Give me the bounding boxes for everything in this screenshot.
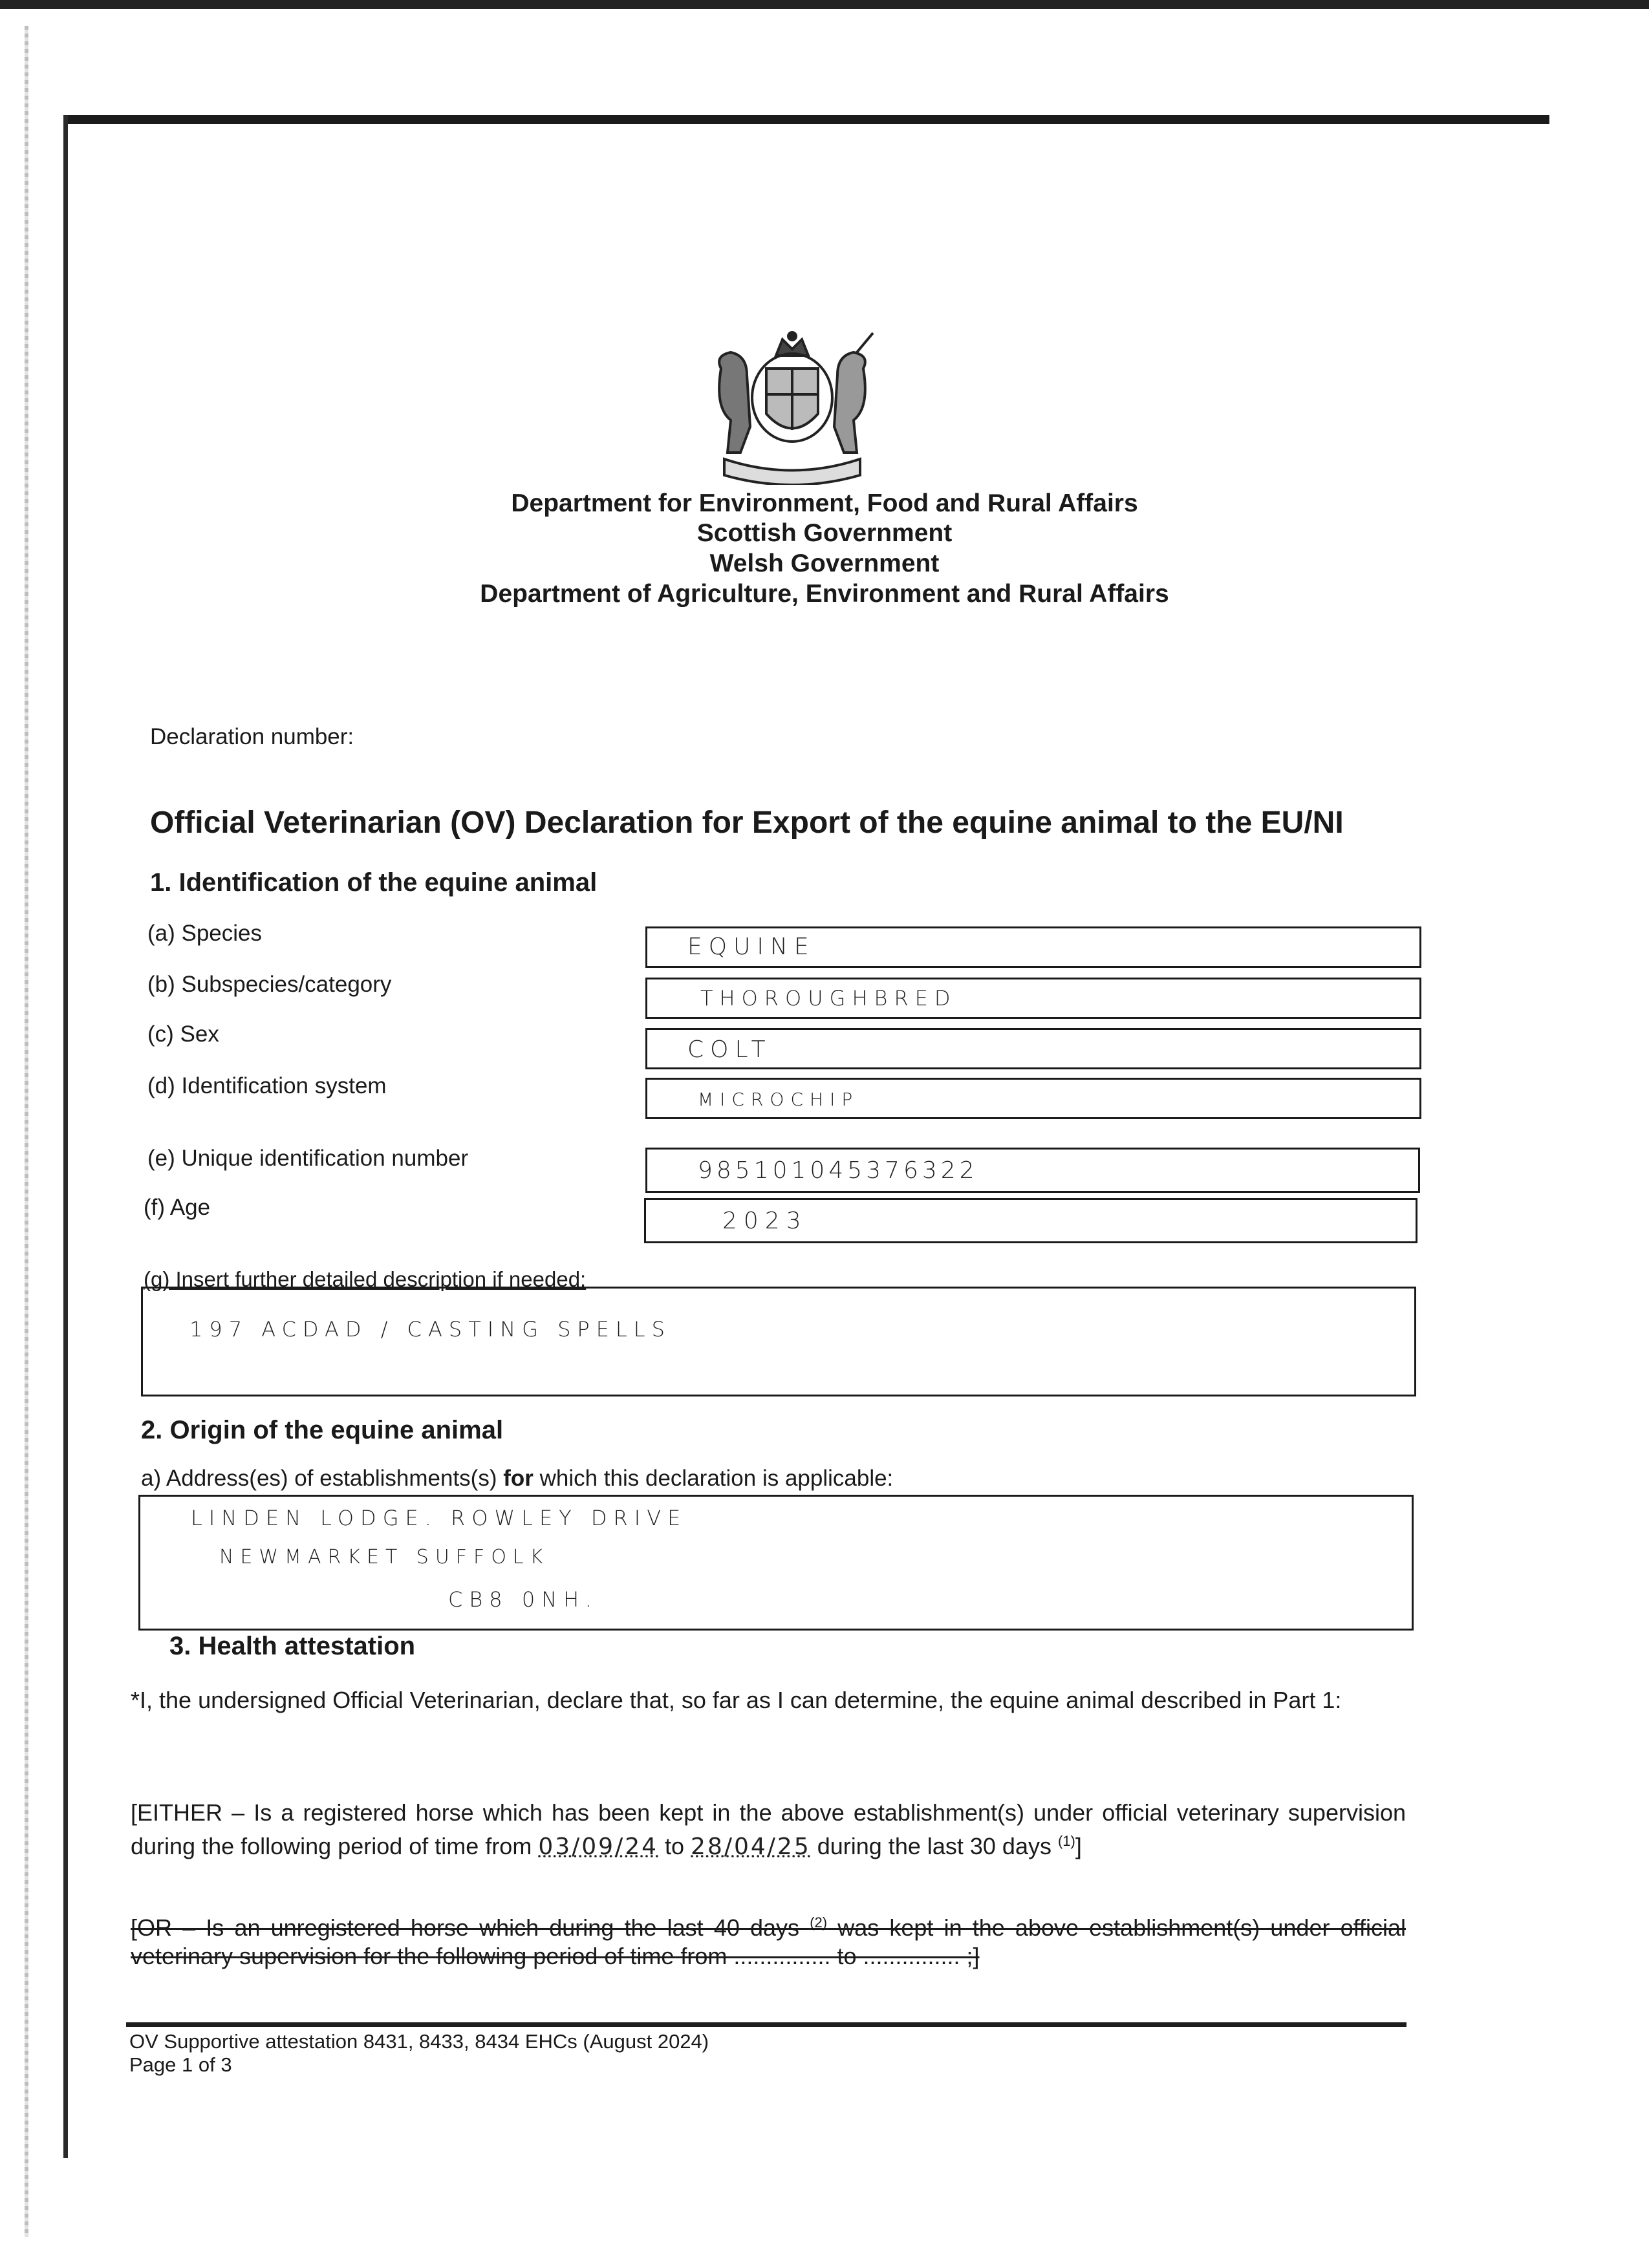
sex-field[interactable]	[645, 1028, 1421, 1069]
address-field[interactable]	[138, 1495, 1414, 1631]
section2-heading: 2. Origin of the equine animal	[141, 1416, 504, 1444]
age-field[interactable]	[644, 1198, 1417, 1243]
subspecies-field[interactable]	[645, 978, 1421, 1019]
species-value: EQUINE	[687, 934, 815, 960]
species-label: (a) Species	[147, 921, 263, 946]
description-field[interactable]	[141, 1287, 1416, 1396]
header-line-welsh-gov: Welsh Government	[709, 550, 940, 577]
id-system-value: MICROCHIP	[698, 1089, 859, 1110]
header-line-daera: Department of Agriculture, Environment and Rural Affairs	[480, 580, 1169, 608]
id-system-label: (d) Identification system	[147, 1073, 387, 1098]
description-label: (g) Insert further detailed description if needed:	[144, 1267, 587, 1291]
footer-attestation: OV Supportive attestation 8431, 8433, 8434 EHCs (August 2024)	[129, 2030, 709, 2053]
royal-coat-of-arms-icon	[702, 330, 883, 485]
subspecies-value: THOROUGHBRED	[700, 986, 957, 1011]
declaration-number-label: Declaration number:	[150, 724, 354, 749]
footer-rule	[126, 2022, 1406, 2027]
description-value: 197 ACDAD / CASTING SPELLS	[189, 1317, 671, 1342]
unique-id-field[interactable]	[645, 1148, 1420, 1193]
either-from-date: 03/09/24	[538, 1834, 659, 1860]
unique-id-value: 985101045376322	[698, 1157, 978, 1184]
page-frame-top-rule	[63, 115, 1549, 124]
footer-page-number: Page 1 of 3	[129, 2053, 232, 2076]
page-title: Official Veterinarian (OV) Declaration for Export of the equine animal to the EU/NI	[150, 806, 1344, 840]
species-field[interactable]	[645, 926, 1421, 968]
or-clause-struck: [OR – Is an unregistered horse which during the last 40 days $^{(2)}$ was kept in the above establishment(s) under official veterinary supervision for the following period of time from ............... to ............... ;]	[131, 1914, 1406, 1969]
section3-heading: 3. Health attestation	[169, 1632, 416, 1660]
address-label: a) Address(es) of establishments(s) for which this declaration is applicable:	[141, 1466, 894, 1491]
scan-edge-left	[25, 26, 28, 2237]
health-intro: *I, the undersigned Official Veterinarian, declare that, so far as I can determine, the equine animal described in Part 1:	[131, 1687, 1342, 1713]
sex-value: COLT	[687, 1036, 772, 1063]
header-line-scottish-gov: Scottish Government	[696, 519, 953, 547]
age-value: 2023	[722, 1208, 808, 1234]
either-to-date: 28/04/25	[691, 1834, 811, 1860]
address-line-3: CB8 0NH.	[448, 1587, 598, 1612]
subspecies-label: (b) Subspecies/category	[147, 972, 392, 997]
either-clause: [EITHER – Is a registered horse which has been kept in the above establishment(s) under official veterinary supervision during the following period of time from 03/09/24 to 28/04/25 during the last 30 days $^{(1)}$]	[131, 1799, 1406, 1860]
unique-id-label: (e) Unique identification number	[147, 1146, 469, 1171]
section1-heading: 1. Identification of the equine animal	[150, 868, 598, 897]
page-frame-left-rule	[63, 115, 68, 2158]
id-system-field[interactable]	[645, 1078, 1421, 1119]
header-line-defra: Department for Environment, Food and Rural Affairs	[511, 489, 1138, 517]
address-line-1: LINDEN LODGE. ROWLEY DRIVE	[191, 1506, 687, 1530]
sex-label: (c) Sex	[147, 1022, 219, 1047]
scan-edge-top	[0, 0, 1649, 9]
age-label: (f) Age	[144, 1195, 211, 1220]
address-line-2: NEWMARKET SUFFOLK	[219, 1546, 550, 1568]
